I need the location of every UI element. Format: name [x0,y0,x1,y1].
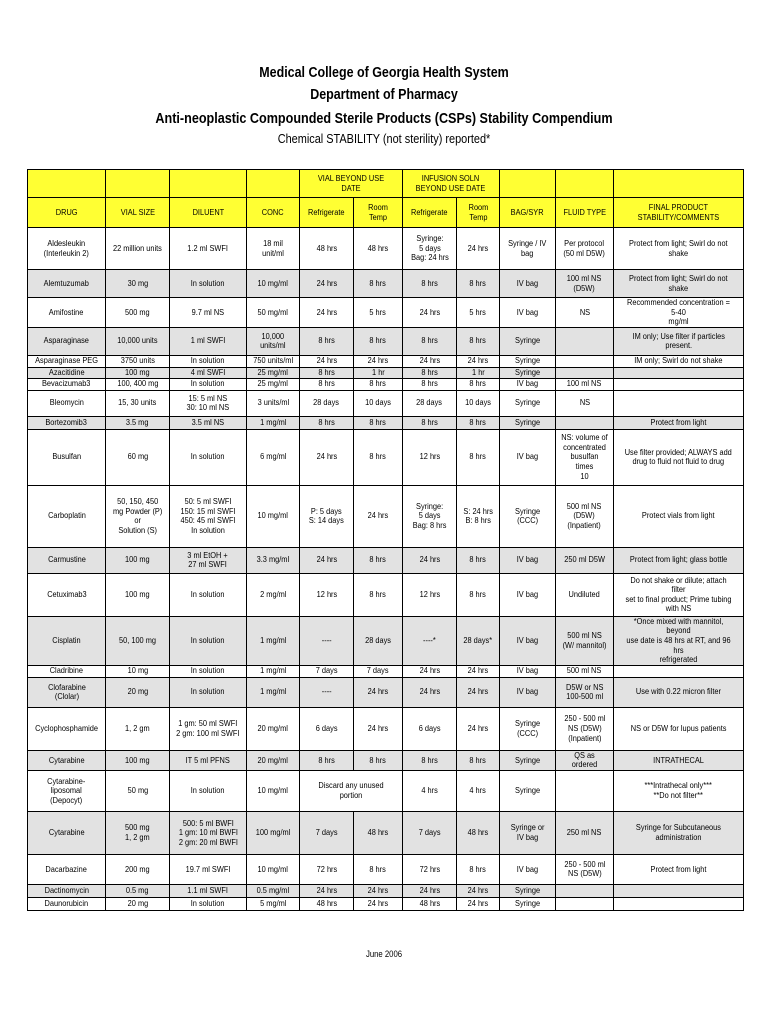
cell-infusion-room-temp: 4 hrs [457,770,500,811]
col-vial-size: VIAL SIZE [106,198,170,228]
table-row [28,327,744,355]
cell-fluid-type: NS: volume of concentrated busulfan times 10 [556,429,614,485]
cell-diluent: In solution [170,429,247,485]
cell-vial-refrigerate: 24 hrs [300,884,354,897]
cell-infusion-room-temp: S: 24 hrs B: 8 hrs [457,485,500,547]
cell-conc: 1 mg/ml [247,616,300,665]
cell-infusion-room-temp: 1 hr [457,367,500,378]
cell-drug: Carboplatin [28,485,106,547]
cell-fluid-type [556,416,614,429]
cell-final-product [614,665,744,677]
cell-bag-syr: Syringe / IV bag [500,228,556,270]
cell-vial-refrigerate: 7 days [300,665,354,677]
cell-vial-room-temp: 7 days [354,665,403,677]
cell-infusion-refrigerate: 8 hrs [403,378,457,390]
cell-conc: 6 mg/ml [247,429,300,485]
cell-final-product: *Once mixed with mannitol, beyond use date is 48 hrs at RT, and 96 hrs refrigerated [614,616,744,665]
col-bag-syr: BAG/SYR [500,198,556,228]
cell-vial-room-temp: 1 hr [354,367,403,378]
cell-vial-refrigerate: 8 hrs [300,750,354,770]
col-infusion-room-temp: Room Temp [457,198,500,228]
cell-vial-size: 22 million units [106,228,170,270]
infusion-bud-header: INFUSION SOLN BEYOND USE DATE [403,170,500,198]
col-final-product: FINAL PRODUCT STABILITY/COMMENTS [614,198,744,228]
cell-final-product: Do not shake or dilute; attach filter set to final product; Prime tubing with NS [614,573,744,616]
cell-final-product: ***Intrathecal only*** **Do not filter** [614,770,744,811]
cell-bag-syr: Syringe (CCC) [500,707,556,750]
cell-conc: 10,000 units/ml [247,327,300,355]
cell-final-product: Protect from light [614,854,744,884]
cell-infusion-room-temp: 8 hrs [457,416,500,429]
cell-diluent: 1.2 ml SWFI [170,228,247,270]
cell-vial-refrigerate: P: 5 days S: 14 days [300,485,354,547]
table-row [28,355,744,367]
cell-diluent: 50: 5 ml SWFI 150: 15 ml SWFI 450: 45 ml SWFI In solution [170,485,247,547]
table-row [28,750,744,770]
cell-fluid-type: 250 - 500 ml NS (D5W) [556,854,614,884]
cell-conc: 10 mg/ml [247,770,300,811]
cell-infusion-refrigerate: Syringe: 5 days Bag: 8 hrs [403,485,457,547]
cell-bag-syr: IV bag [500,378,556,390]
cell-infusion-refrigerate: 24 hrs [403,677,457,707]
cell-infusion-refrigerate: 4 hrs [403,770,457,811]
cell-fluid-type: QS as ordered [556,750,614,770]
cell-vial-size: 10,000 units [106,327,170,355]
cell-fluid-type: 250 ml NS [556,811,614,854]
cell-drug: Cytarabine [28,811,106,854]
cell-diluent: 1 ml SWFI [170,327,247,355]
cell-conc: 2 mg/ml [247,573,300,616]
table-row [28,811,744,854]
cell-drug: Busulfan [28,429,106,485]
cell-vial-refrigerate: 24 hrs [300,547,354,573]
table-row [28,616,744,665]
cell-vial-refrigerate: 12 hrs [300,573,354,616]
cell-vial-refrigerate: 8 hrs [300,327,354,355]
cell-fluid-type: 250 ml D5W [556,547,614,573]
cell-final-product: IM only; Swirl do not shake [614,355,744,367]
table-row [28,707,744,750]
cell-fluid-type: 500 ml NS (D5W) (Inpatient) [556,485,614,547]
cell-diluent: In solution [170,616,247,665]
cell-vial-size: 200 mg [106,854,170,884]
cell-fluid-type: D5W or NS 100-500 ml [556,677,614,707]
cell-infusion-room-temp: 5 hrs [457,298,500,328]
cell-infusion-refrigerate: 12 hrs [403,429,457,485]
cell-vial-room-temp: 48 hrs [354,811,403,854]
table-row [28,298,744,328]
cell-vial-refrigerate: 24 hrs [300,429,354,485]
cell-vial-refrigerate: 28 days [300,390,354,416]
cell-bag-syr: Syringe or IV bag [500,811,556,854]
cell-diluent: 4 ml SWFI [170,367,247,378]
cell-infusion-refrigerate: 8 hrs [403,327,457,355]
column-header-row [28,198,744,228]
cell-infusion-refrigerate: 8 hrs [403,367,457,378]
cell-diluent: 9.7 ml NS [170,298,247,328]
cell-bag-syr: IV bag [500,677,556,707]
cell-infusion-refrigerate: 6 days [403,707,457,750]
cell-vial-refrigerate: 6 days [300,707,354,750]
table-row [28,429,744,485]
cell-bag-syr: Syringe [500,416,556,429]
cell-fluid-type: NS [556,390,614,416]
cell-conc: 10 mg/ml [247,270,300,298]
department-title: Department of Pharmacy [310,87,458,103]
cell-bag-syr: Syringe [500,884,556,897]
cell-infusion-room-temp: 8 hrs [457,547,500,573]
cell-vial-room-temp: 24 hrs [354,485,403,547]
cell-conc: 1 mg/ml [247,416,300,429]
table-row [28,378,744,390]
cell-diluent: 3.5 ml NS [170,416,247,429]
cell-drug: Dacarbazine [28,854,106,884]
cell-vial-refrigerate: 48 hrs [300,228,354,270]
cell-vial-room-temp: 8 hrs [354,573,403,616]
table-row [28,897,744,910]
cell-infusion-room-temp: 8 hrs [457,573,500,616]
compendium-subtitle: Chemical STABILITY (not sterility) reported* [277,131,491,146]
group-header-row [28,170,744,198]
cell-conc: 10 mg/ml [247,485,300,547]
institution-title: Medical College of Georgia Health System [259,65,509,81]
cell-diluent: In solution [170,677,247,707]
cell-vial-refrigerate: 7 days [300,811,354,854]
cell-infusion-room-temp: 8 hrs [457,378,500,390]
cell-fluid-type [556,355,614,367]
cell-infusion-room-temp: 24 hrs [457,707,500,750]
cell-vial-refrigerate: 24 hrs [300,298,354,328]
cell-conc: 3.3 mg/ml [247,547,300,573]
cell-vial-size: 3750 units [106,355,170,367]
cell-final-product: Syringe for Subcutaneous administration [614,811,744,854]
cell-infusion-room-temp: 8 hrs [457,429,500,485]
cell-fluid-type [556,770,614,811]
cell-final-product: Protect from light [614,416,744,429]
cell-final-product: Protect vials from light [614,485,744,547]
cell-bag-syr: IV bag [500,616,556,665]
cell-vial-refrigerate: 72 hrs [300,854,354,884]
table-row [28,884,744,897]
cell-drug: Azacitidine [28,367,106,378]
cell-diluent: In solution [170,270,247,298]
cell-fluid-type: NS [556,298,614,328]
cell-diluent: 19.7 ml SWFI [170,854,247,884]
cell-infusion-refrigerate: 24 hrs [403,547,457,573]
cell-vial-refrigerate: ---- [300,677,354,707]
cell-conc: 5 mg/ml [247,897,300,910]
cell-infusion-room-temp: 8 hrs [457,270,500,298]
cell-diluent: In solution [170,770,247,811]
cell-infusion-refrigerate: 8 hrs [403,750,457,770]
cell-vial-room-temp: 24 hrs [354,884,403,897]
cell-final-product: Protect from light; glass bottle [614,547,744,573]
vial-bud-header: VIAL BEYOND USE DATE [300,170,403,198]
cell-conc: 18 mil unit/ml [247,228,300,270]
cell-vial-size: 1, 2 gm [106,707,170,750]
col-fluid-type: FLUID TYPE [556,198,614,228]
cell-vial-size: 100 mg [106,547,170,573]
cell-infusion-room-temp: 24 hrs [457,355,500,367]
table-row [28,367,744,378]
cell-vial-size: 500 mg 1, 2 gm [106,811,170,854]
cell-infusion-room-temp: 8 hrs [457,750,500,770]
cell-infusion-room-temp: 24 hrs [457,665,500,677]
cell-fluid-type: 500 ml NS [556,665,614,677]
cell-vial-room-temp: 48 hrs [354,228,403,270]
cell-fluid-type: 100 ml NS [556,378,614,390]
cell-bag-syr: IV bag [500,573,556,616]
cell-diluent: In solution [170,355,247,367]
cell-vial-size: 30 mg [106,270,170,298]
cell-vial-size: 50, 150, 450 mg Powder (P) or Solution (S) [106,485,170,547]
cell-vial-size: 100 mg [106,573,170,616]
cell-infusion-refrigerate: 24 hrs [403,884,457,897]
cell-diluent: 500: 5 ml BWFI 1 gm: 10 ml BWFI 2 gm: 20 ml BWFI [170,811,247,854]
cell-vial-size: 500 mg [106,298,170,328]
cell-bag-syr: IV bag [500,298,556,328]
cell-final-product [614,390,744,416]
cell-infusion-refrigerate: 24 hrs [403,355,457,367]
table-row [28,854,744,884]
cell-vial-size: 100 mg [106,367,170,378]
cell-vial-room-temp: 28 days [354,616,403,665]
cell-final-product: Protect from light; Swirl do not shake [614,228,744,270]
cell-bag-syr: IV bag [500,429,556,485]
cell-drug: Amifostine [28,298,106,328]
cell-vial-size: 15, 30 units [106,390,170,416]
cell-drug: Daunorubicin [28,897,106,910]
cell-drug: Cytarabine [28,750,106,770]
cell-final-product: Protect from light; Swirl do not shake [614,270,744,298]
cell-vial-room-temp: 8 hrs [354,378,403,390]
cell-vial-refrigerate: 48 hrs [300,897,354,910]
table-row [28,547,744,573]
table-row [28,416,744,429]
cell-bag-syr: Syringe [500,897,556,910]
cell-final-product: INTRATHECAL [614,750,744,770]
cell-diluent: In solution [170,665,247,677]
col-drug: DRUG [28,198,106,228]
cell-drug: Cisplatin [28,616,106,665]
cell-conc: 25 mg/ml [247,378,300,390]
cell-fluid-type [556,327,614,355]
cell-drug: Cyclophosphamide [28,707,106,750]
cell-conc: 100 mg/ml [247,811,300,854]
col-conc: CONC [247,198,300,228]
compendium-title: Anti-neoplastic Compounded Sterile Products (CSPs) Stability Compendium [155,110,613,127]
cell-final-product [614,897,744,910]
cell-vial-room-temp: 8 hrs [354,854,403,884]
cell-fluid-type [556,884,614,897]
cell-bag-syr: Syringe [500,327,556,355]
cell-final-product [614,367,744,378]
cell-drug: Clofarabine (Clolar) [28,677,106,707]
cell-drug: Bortezomib3 [28,416,106,429]
cell-vial-room-temp: 24 hrs [354,707,403,750]
cell-bag-syr: IV bag [500,854,556,884]
cell-infusion-refrigerate: 24 hrs [403,665,457,677]
cell-infusion-room-temp: 8 hrs [457,327,500,355]
cell-infusion-refrigerate: 24 hrs [403,298,457,328]
cell-bag-syr: Syringe (CCC) [500,485,556,547]
cell-vial-size: 20 mg [106,897,170,910]
cell-fluid-type: 250 - 500 ml NS (D5W) (Inpatient) [556,707,614,750]
cell-fluid-type: 100 ml NS (D5W) [556,270,614,298]
cell-infusion-refrigerate: 48 hrs [403,897,457,910]
cell-infusion-room-temp: 24 hrs [457,897,500,910]
cell-vial-size: 100 mg [106,750,170,770]
cell-fluid-type: Undiluted [556,573,614,616]
cell-bag-syr: IV bag [500,270,556,298]
table-row [28,270,744,298]
cell-infusion-room-temp: 24 hrs [457,884,500,897]
cell-bag-syr: Syringe [500,750,556,770]
cell-drug: Cytarabine- liposomal (Depocyt) [28,770,106,811]
cell-vial-size: 50, 100 mg [106,616,170,665]
cell-infusion-room-temp: 10 days [457,390,500,416]
cell-infusion-refrigerate: 12 hrs [403,573,457,616]
table-row [28,485,744,547]
cell-drug: Bevacizumab3 [28,378,106,390]
table-row [28,228,744,270]
cell-vial-room-temp: 8 hrs [354,416,403,429]
cell-vial-refrigerate: Discard any unused portion [300,770,403,811]
cell-bag-syr: Syringe [500,390,556,416]
footer-date: June 2006 [365,949,403,959]
cell-diluent: In solution [170,378,247,390]
table-row [28,665,744,677]
cell-vial-size: 50 mg [106,770,170,811]
cell-fluid-type [556,367,614,378]
cell-infusion-room-temp: 24 hrs [457,228,500,270]
cell-conc: 750 units/ml [247,355,300,367]
cell-bag-syr: Syringe [500,355,556,367]
cell-bag-syr: IV bag [500,665,556,677]
col-diluent: DILUENT [170,198,247,228]
cell-conc: 20 mg/ml [247,707,300,750]
cell-conc: 25 mg/ml [247,367,300,378]
col-vial-refrigerate: Refrigerate [300,198,354,228]
cell-diluent: In solution [170,897,247,910]
cell-vial-room-temp: 8 hrs [354,327,403,355]
cell-vial-room-temp: 24 hrs [354,355,403,367]
cell-fluid-type [556,897,614,910]
table-row [28,770,744,811]
cell-conc: 0.5 mg/ml [247,884,300,897]
cell-infusion-room-temp: 24 hrs [457,677,500,707]
cell-vial-room-temp: 8 hrs [354,547,403,573]
col-infusion-refrigerate: Refrigerate [403,198,457,228]
cell-infusion-room-temp: 8 hrs [457,854,500,884]
cell-infusion-refrigerate: 72 hrs [403,854,457,884]
cell-final-product: NS or D5W for lupus patients [614,707,744,750]
table-row [28,677,744,707]
cell-infusion-refrigerate: ----* [403,616,457,665]
cell-infusion-refrigerate: 28 days [403,390,457,416]
cell-vial-refrigerate: 24 hrs [300,355,354,367]
cell-infusion-refrigerate: 7 days [403,811,457,854]
cell-infusion-room-temp: 28 days* [457,616,500,665]
cell-vial-size: 10 mg [106,665,170,677]
cell-vial-room-temp: 8 hrs [354,270,403,298]
cell-conc: 3 units/ml [247,390,300,416]
cell-vial-room-temp: 24 hrs [354,677,403,707]
cell-drug: Asparaginase PEG [28,355,106,367]
cell-vial-refrigerate: 24 hrs [300,270,354,298]
cell-diluent: 1.1 ml SWFI [170,884,247,897]
cell-infusion-refrigerate: Syringe: 5 days Bag: 24 hrs [403,228,457,270]
cell-vial-room-temp: 8 hrs [354,750,403,770]
cell-final-product: Use filter provided; ALWAYS add drug to fluid not fluid to drug [614,429,744,485]
stability-table [27,169,744,911]
cell-drug: Asparaginase [28,327,106,355]
cell-final-product [614,884,744,897]
cell-drug: Dactinomycin [28,884,106,897]
cell-drug: Carmustine [28,547,106,573]
table-row [28,390,744,416]
cell-bag-syr: Syringe [500,367,556,378]
cell-diluent: 3 ml EtOH + 27 ml SWFI [170,547,247,573]
cell-vial-size: 0.5 mg [106,884,170,897]
cell-conc: 50 mg/ml [247,298,300,328]
cell-vial-size: 20 mg [106,677,170,707]
cell-final-product: Use with 0.22 micron filter [614,677,744,707]
cell-conc: 10 mg/ml [247,854,300,884]
cell-vial-room-temp: 5 hrs [354,298,403,328]
cell-conc: 20 mg/ml [247,750,300,770]
cell-bag-syr: Syringe [500,770,556,811]
cell-vial-size: 100, 400 mg [106,378,170,390]
cell-diluent: IT 5 ml PFNS [170,750,247,770]
cell-fluid-type: 500 ml NS (W/ mannitol) [556,616,614,665]
cell-final-product: IM only; Use filter if particles present. [614,327,744,355]
cell-diluent: In solution [170,573,247,616]
cell-vial-refrigerate: 8 hrs [300,378,354,390]
cell-drug: Bleomycin [28,390,106,416]
cell-final-product: Recommended concentration = 5-40 mg/ml [614,298,744,328]
cell-vial-size: 60 mg [106,429,170,485]
document-header [0,62,768,148]
cell-infusion-room-temp: 48 hrs [457,811,500,854]
cell-drug: Cladribine [28,665,106,677]
table-row [28,573,744,616]
cell-conc: 1 mg/ml [247,677,300,707]
col-vial-room-temp: Room Temp [354,198,403,228]
cell-drug: Alemtuzumab [28,270,106,298]
cell-vial-size: 3.5 mg [106,416,170,429]
cell-vial-refrigerate: 8 hrs [300,367,354,378]
cell-bag-syr: IV bag [500,547,556,573]
cell-drug: Aldesleukin (Interleukin 2) [28,228,106,270]
cell-vial-refrigerate: ---- [300,616,354,665]
cell-vial-room-temp: 8 hrs [354,429,403,485]
cell-vial-refrigerate: 8 hrs [300,416,354,429]
cell-vial-room-temp: 10 days [354,390,403,416]
cell-infusion-refrigerate: 8 hrs [403,270,457,298]
cell-vial-room-temp: 24 hrs [354,897,403,910]
cell-conc: 1 mg/ml [247,665,300,677]
cell-fluid-type: Per protocol (50 ml D5W) [556,228,614,270]
cell-diluent: 15: 5 ml NS 30: 10 ml NS [170,390,247,416]
cell-drug: Cetuximab3 [28,573,106,616]
cell-final-product [614,378,744,390]
cell-infusion-refrigerate: 8 hrs [403,416,457,429]
cell-diluent: 1 gm: 50 ml SWFI 2 gm: 100 ml SWFI [170,707,247,750]
